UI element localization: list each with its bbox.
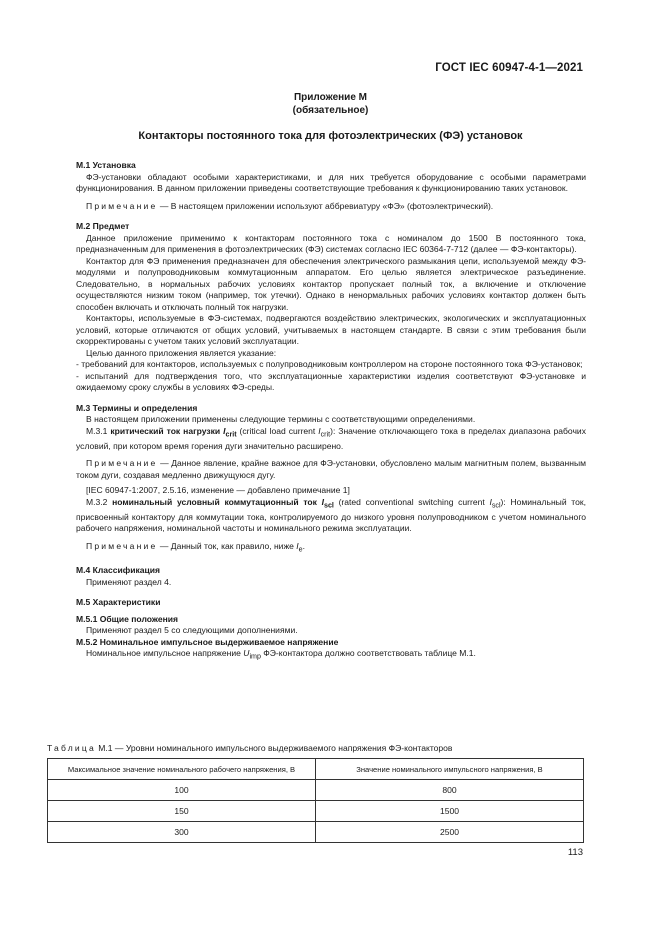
note-symbol-subscript: e [298, 545, 303, 554]
annex-title: Приложение М [293, 92, 368, 103]
term-symbol: I [321, 496, 324, 507]
note-label: Примечание [86, 458, 158, 469]
definition-reference: [IEC 60947-1:2007, 2.5.16, изменение — добавлено примечание 1] [86, 485, 350, 496]
section-m1-paragraph: ФЭ-установки обладают особыми характеристиками, и для них требуется оборудование с особыми параметрами функционирования. В данном приложении приведены соответствующие требования к функционированию таких установок. [76, 171, 586, 193]
section-m4-heading: М.4 Классификация [76, 565, 161, 576]
section-m5-2-heading: М.5.2 Номинальное импульсное выдерживаемое напряжение [76, 636, 339, 647]
english-term: (rated conventional switching current [333, 496, 490, 507]
table-cell: 100 [48, 780, 316, 801]
section-m5-1-heading: М.5.1 Общие положения [76, 613, 178, 624]
section-m5-2-paragraph [76, 648, 586, 663]
voltage-symbol: U [243, 648, 250, 659]
note-text: — Данное явление, крайне важное для ФЭ-установки, обусловлено малым магнитным полем, вызванным током дуги, создавая медленно движущуюся дугу. [76, 458, 586, 480]
table-caption-label: Таблица [47, 743, 96, 753]
table-header-cell: Максимальное значение номинального рабочего напряжения, В [48, 759, 316, 780]
paragraph-text: Номинальное импульсное напряжение [86, 648, 244, 659]
page-number: 113 [567, 847, 583, 858]
definition-m3-1-note [76, 458, 586, 481]
section-m2-list-item-2: - испытаний для подтверждения того, что эксплуатационные характеристики изделия соответствуют ФЭ-установке и ожидаемому сроку службы в условиях ФЭ-среды. [76, 370, 586, 392]
note-symbol: I [296, 540, 299, 551]
table-cell: 300 [48, 822, 316, 843]
section-m5-1-paragraph: Применяют раздел 5 со следующими дополнениями. [86, 625, 298, 636]
table-cell: 150 [48, 801, 316, 822]
term-symbol-subscript: crit [225, 430, 237, 439]
section-m3-paragraph: В настоящем приложении применены следующие термины с соответствующими определениями. [86, 414, 476, 424]
table-caption-text: М.1 — Уровни номинального импульсного выдерживаемого напряжения ФЭ-контакторов [95, 743, 453, 753]
english-term-symbol: I [318, 425, 321, 436]
section-m2-paragraph-4: Целью данного приложения является указание: [86, 347, 277, 358]
section-m4-paragraph: Применяют раздел 4. [86, 576, 172, 587]
table-cell: 800 [316, 780, 584, 801]
section-m2-paragraph-3: Контакторы, используемые в ФЭ-системах, подвергаются воздействию электрических, экологических и эксплуатационных условий, которые отличаются от общих условий, учитываемых в настоящем стандарте. В связи с этим требования были скорректированы с учетом таких условий эксплуатации. [76, 313, 586, 346]
definition-term: критический ток нагрузки [110, 425, 224, 436]
term-symbol: I [223, 425, 226, 436]
note-label: Примечание [86, 200, 158, 211]
section-m2-list-item-1: - требований для контакторов, используемых с полупроводниковым контроллером на стороне постоянного тока ФЭ-установок; [76, 359, 583, 369]
definition-m3-2-note [76, 541, 586, 556]
definition-text: ): Номинальный ток, присвоенный контактору для коммутации тока, контролируемого до низкого уровня полупроводником с учетом номинального рабочего напряжения, номинальной частоты и номинального режима эксплуатации. [76, 496, 586, 534]
section-m2-paragraph-1: Данное приложение применимо к контакторам постоянного тока с номиналом до 1500 В постоянного тока, предназначенным для применения в фотоэлектрических (ФЭ) системах согласно IEC 60364-7-712 (далее — ФЭ-контакторы). [76, 232, 586, 254]
english-term: (critical load current [236, 425, 319, 436]
table-header-row [48, 759, 584, 780]
english-term-subscript: crit [320, 430, 331, 439]
section-m1-heading: М.1 Установка [76, 160, 136, 170]
definition-m3-2 [76, 497, 586, 535]
annex-status: (обязательное) [292, 105, 369, 116]
section-m3-heading: М.3 Термины и определения [76, 402, 198, 413]
voltage-symbol-subscript: imp [249, 652, 261, 661]
annex-heading: Контакторы постоянного тока для фотоэлектрических (ФЭ) установок [138, 130, 523, 142]
term-symbol-subscript: scl [324, 501, 334, 510]
note-label: Примечание [86, 540, 158, 551]
table-header-cell: Значение номинального импульсного напряжения, В [316, 759, 584, 780]
note-text: — В настоящем приложении используют аббревиатуру «ФЭ» (фотоэлектрический). [157, 200, 494, 211]
table-row [48, 822, 584, 843]
paragraph-text-end: ФЭ-контактора должно соответствовать таблице М.1. [260, 648, 476, 659]
table-row [48, 780, 584, 801]
standard-code-header: ГОСТ IEC 60947-4-1—2021 [435, 62, 583, 74]
table-cell: 1500 [316, 801, 584, 822]
note-end: . [302, 540, 306, 551]
definition-m3-1 [76, 426, 586, 453]
definition-term: номинальный условный коммутационный ток [112, 496, 322, 507]
section-m1-note [76, 201, 586, 213]
definition-number: М.3.1 [86, 425, 111, 436]
note-text: — Данный ток, как правило, ниже [157, 540, 297, 551]
voltage-table [47, 758, 584, 843]
english-term-symbol: I [489, 496, 492, 507]
table-cell: 2500 [316, 822, 584, 843]
english-term-subscript: scl [491, 501, 501, 510]
table-row [48, 801, 584, 822]
section-m2-paragraph-2: Контактор для ФЭ применения предназначен для обеспечения электрического размыкания цепи, используемой между ФЭ-модулями и полупроводниковым коммутационным аппаратом. Его целью является электрическое разъединение. Следовательно, в нормальных рабочих условиях контактор пропускает полный ток, а включение и отключение осуществляются низким током (например, ток утечки). Однако в ненормальных рабочих условиях контактор должен быть способен включать и отключать полный ток нагрузки. [76, 255, 586, 312]
document-body [76, 160, 586, 663]
table-caption [47, 743, 452, 753]
definition-text: ): Значение отключающего тока в пределах диапазона рабочих условий, при котором время горения дуги значительно расширено. [76, 425, 586, 451]
definition-number: М.3.2 [86, 496, 113, 507]
section-m2-heading: М.2 Предмет [76, 221, 130, 231]
section-m5-heading: М.5 Характеристики [76, 597, 161, 608]
